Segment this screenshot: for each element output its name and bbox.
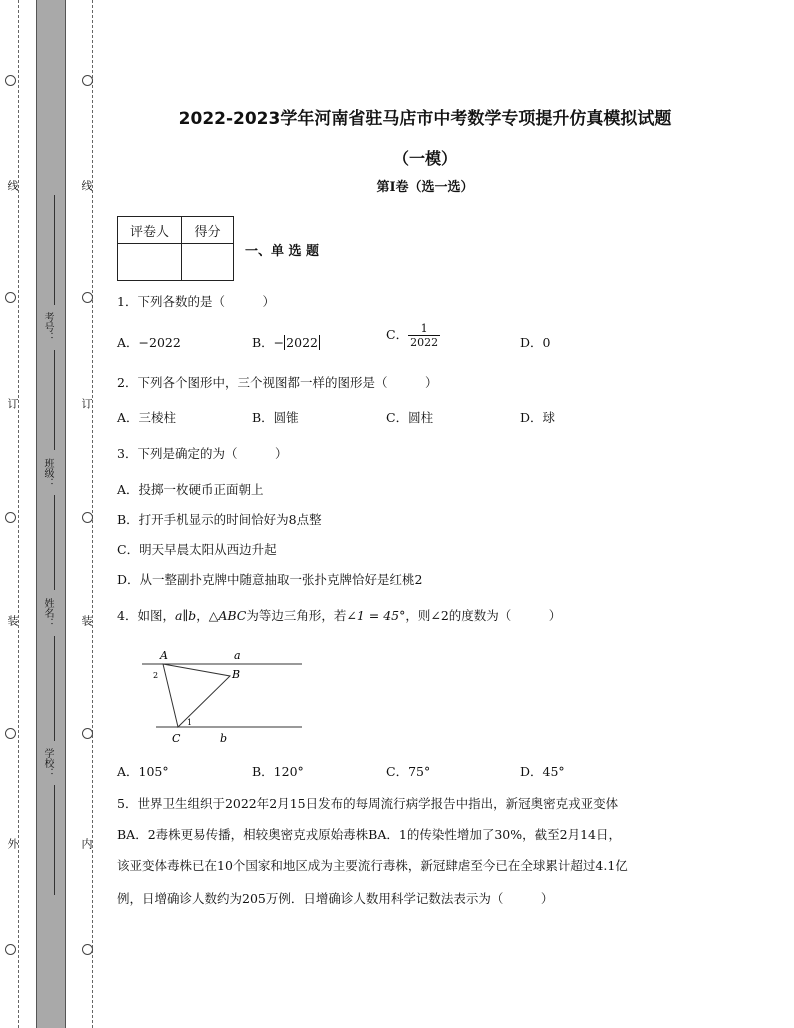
score-table — [117, 216, 234, 281]
margin-char-zhuang: 装 — [6, 615, 19, 626]
q1-option-a: A．−2022 — [117, 335, 181, 350]
question-5-line-3: 该亚变体毒株已在10个国家和地区成为主要流行毒株，新冠肆虐至今已在全球累计超过4.1亿 — [117, 858, 628, 873]
question-5-line-1: 5．世界卫生组织于2022年2月15日发布的每周流行病学报告中指出，新冠奥密克戎亚变体 — [117, 796, 619, 811]
question-4-stem: 4．如图，a∥b，△ABC为等边三角形，若∠1 = 45°，则∠2的度数为（ ） — [117, 608, 562, 623]
q2-option-a: A．三棱柱 — [117, 410, 177, 425]
binding-hole — [82, 944, 93, 955]
exam-subtitle: （一模） — [392, 149, 457, 168]
field-underline — [54, 785, 55, 895]
q4-option-d: D．45° — [520, 764, 565, 779]
margin-char-xian: 线 — [80, 180, 93, 191]
volume-title: 第I卷（选一选） — [376, 180, 474, 195]
q1-option-b: B．− 2022 — [252, 335, 318, 350]
score-header-grader: 评卷人 — [118, 217, 182, 244]
exam-title: 2022-2023学年河南省驻马店市中考数学专项提升仿真模拟试题 — [178, 109, 672, 129]
field-name: 姓名： — [42, 598, 53, 628]
field-school: 学校： — [42, 748, 53, 778]
triangle-abc — [163, 664, 230, 727]
binding-hole — [5, 292, 16, 303]
label-B: B — [232, 668, 241, 681]
field-exam-number: 考号： — [42, 312, 53, 342]
binding-strip — [36, 0, 65, 1028]
q2-option-c: C．圆柱 — [386, 410, 434, 425]
q3-option-a: A．投掷一枚硬币正面朝上 — [117, 482, 264, 497]
binding-hole — [82, 75, 93, 86]
outer-cut-line — [18, 0, 19, 1028]
q4-option-c: C．75° — [386, 764, 431, 779]
strip-border-right — [65, 0, 66, 1028]
strip-border-left — [36, 0, 37, 1028]
question-5-line-4: 例，日增确诊人数约为205万例．日增确诊人数用科学记数法表示为（ ） — [117, 891, 554, 906]
binding-hole — [5, 728, 16, 739]
q4-figure — [140, 645, 310, 750]
margin-char-zhuang: 装 — [80, 615, 93, 626]
section-title: 一、单 选 题 — [245, 244, 320, 259]
field-underline — [54, 350, 55, 450]
field-class: 班级： — [42, 458, 53, 488]
q4-option-b: B．120° — [252, 764, 304, 779]
q4-option-a: A．105° — [117, 764, 169, 779]
q2-option-b: B．圆锥 — [252, 410, 299, 425]
q1-option-c: C． $\frac{1}{2022}$ — [386, 322, 439, 350]
score-cell-score — [182, 244, 234, 281]
binding-hole — [5, 944, 16, 955]
binding-hole — [82, 728, 93, 739]
score-cell-grader — [118, 244, 182, 281]
margin-char-xian: 线 — [6, 180, 19, 191]
label-C: C — [172, 732, 181, 745]
field-underline — [54, 195, 55, 305]
absolute-value: 2022 — [286, 335, 318, 350]
binding-hole — [82, 512, 93, 523]
field-underline — [54, 636, 55, 741]
label-a: a — [234, 649, 241, 662]
question-5-line-2: BA．2毒株更易传播，相较奥密克戎原始毒株BA．1的传染性增加了30%，截至2月14日， — [117, 827, 621, 842]
question-2-stem: 2．下列各个图形中，三个视图都一样的图形是（ ） — [117, 375, 438, 390]
q2-option-d: D．球 — [520, 410, 556, 425]
binding-hole — [82, 292, 93, 303]
q3-option-c: C．明天早晨太阳从西边升起 — [117, 542, 277, 557]
score-header-score: 得分 — [182, 217, 234, 244]
binding-hole — [5, 512, 16, 523]
margin-char-ding: 订 — [6, 398, 19, 409]
question-3-stem: 3．下列是确定的为（ ） — [117, 446, 288, 461]
question-1-stem: 1．下列各数的是（ ） — [117, 294, 275, 309]
fraction: $\frac{1}{2022}$ — [410, 322, 439, 350]
margin-char-ding: 订 — [80, 398, 93, 409]
label-angle-2: 2 — [153, 671, 159, 680]
label-angle-1: 1 — [187, 718, 193, 727]
label-A: A — [160, 649, 168, 662]
binding-hole — [5, 75, 16, 86]
q3-option-b: B．打开手机显示的时间恰好为8点整 — [117, 512, 322, 527]
q1-option-d: D．0 — [520, 335, 551, 350]
q3-option-d: D．从一整副扑克牌中随意抽取一张扑克牌恰好是红桃2 — [117, 572, 423, 587]
label-b: b — [220, 732, 228, 745]
field-underline — [54, 495, 55, 590]
margin-char-nei: 内 — [80, 838, 93, 849]
margin-char-wai: 外 — [6, 838, 19, 849]
